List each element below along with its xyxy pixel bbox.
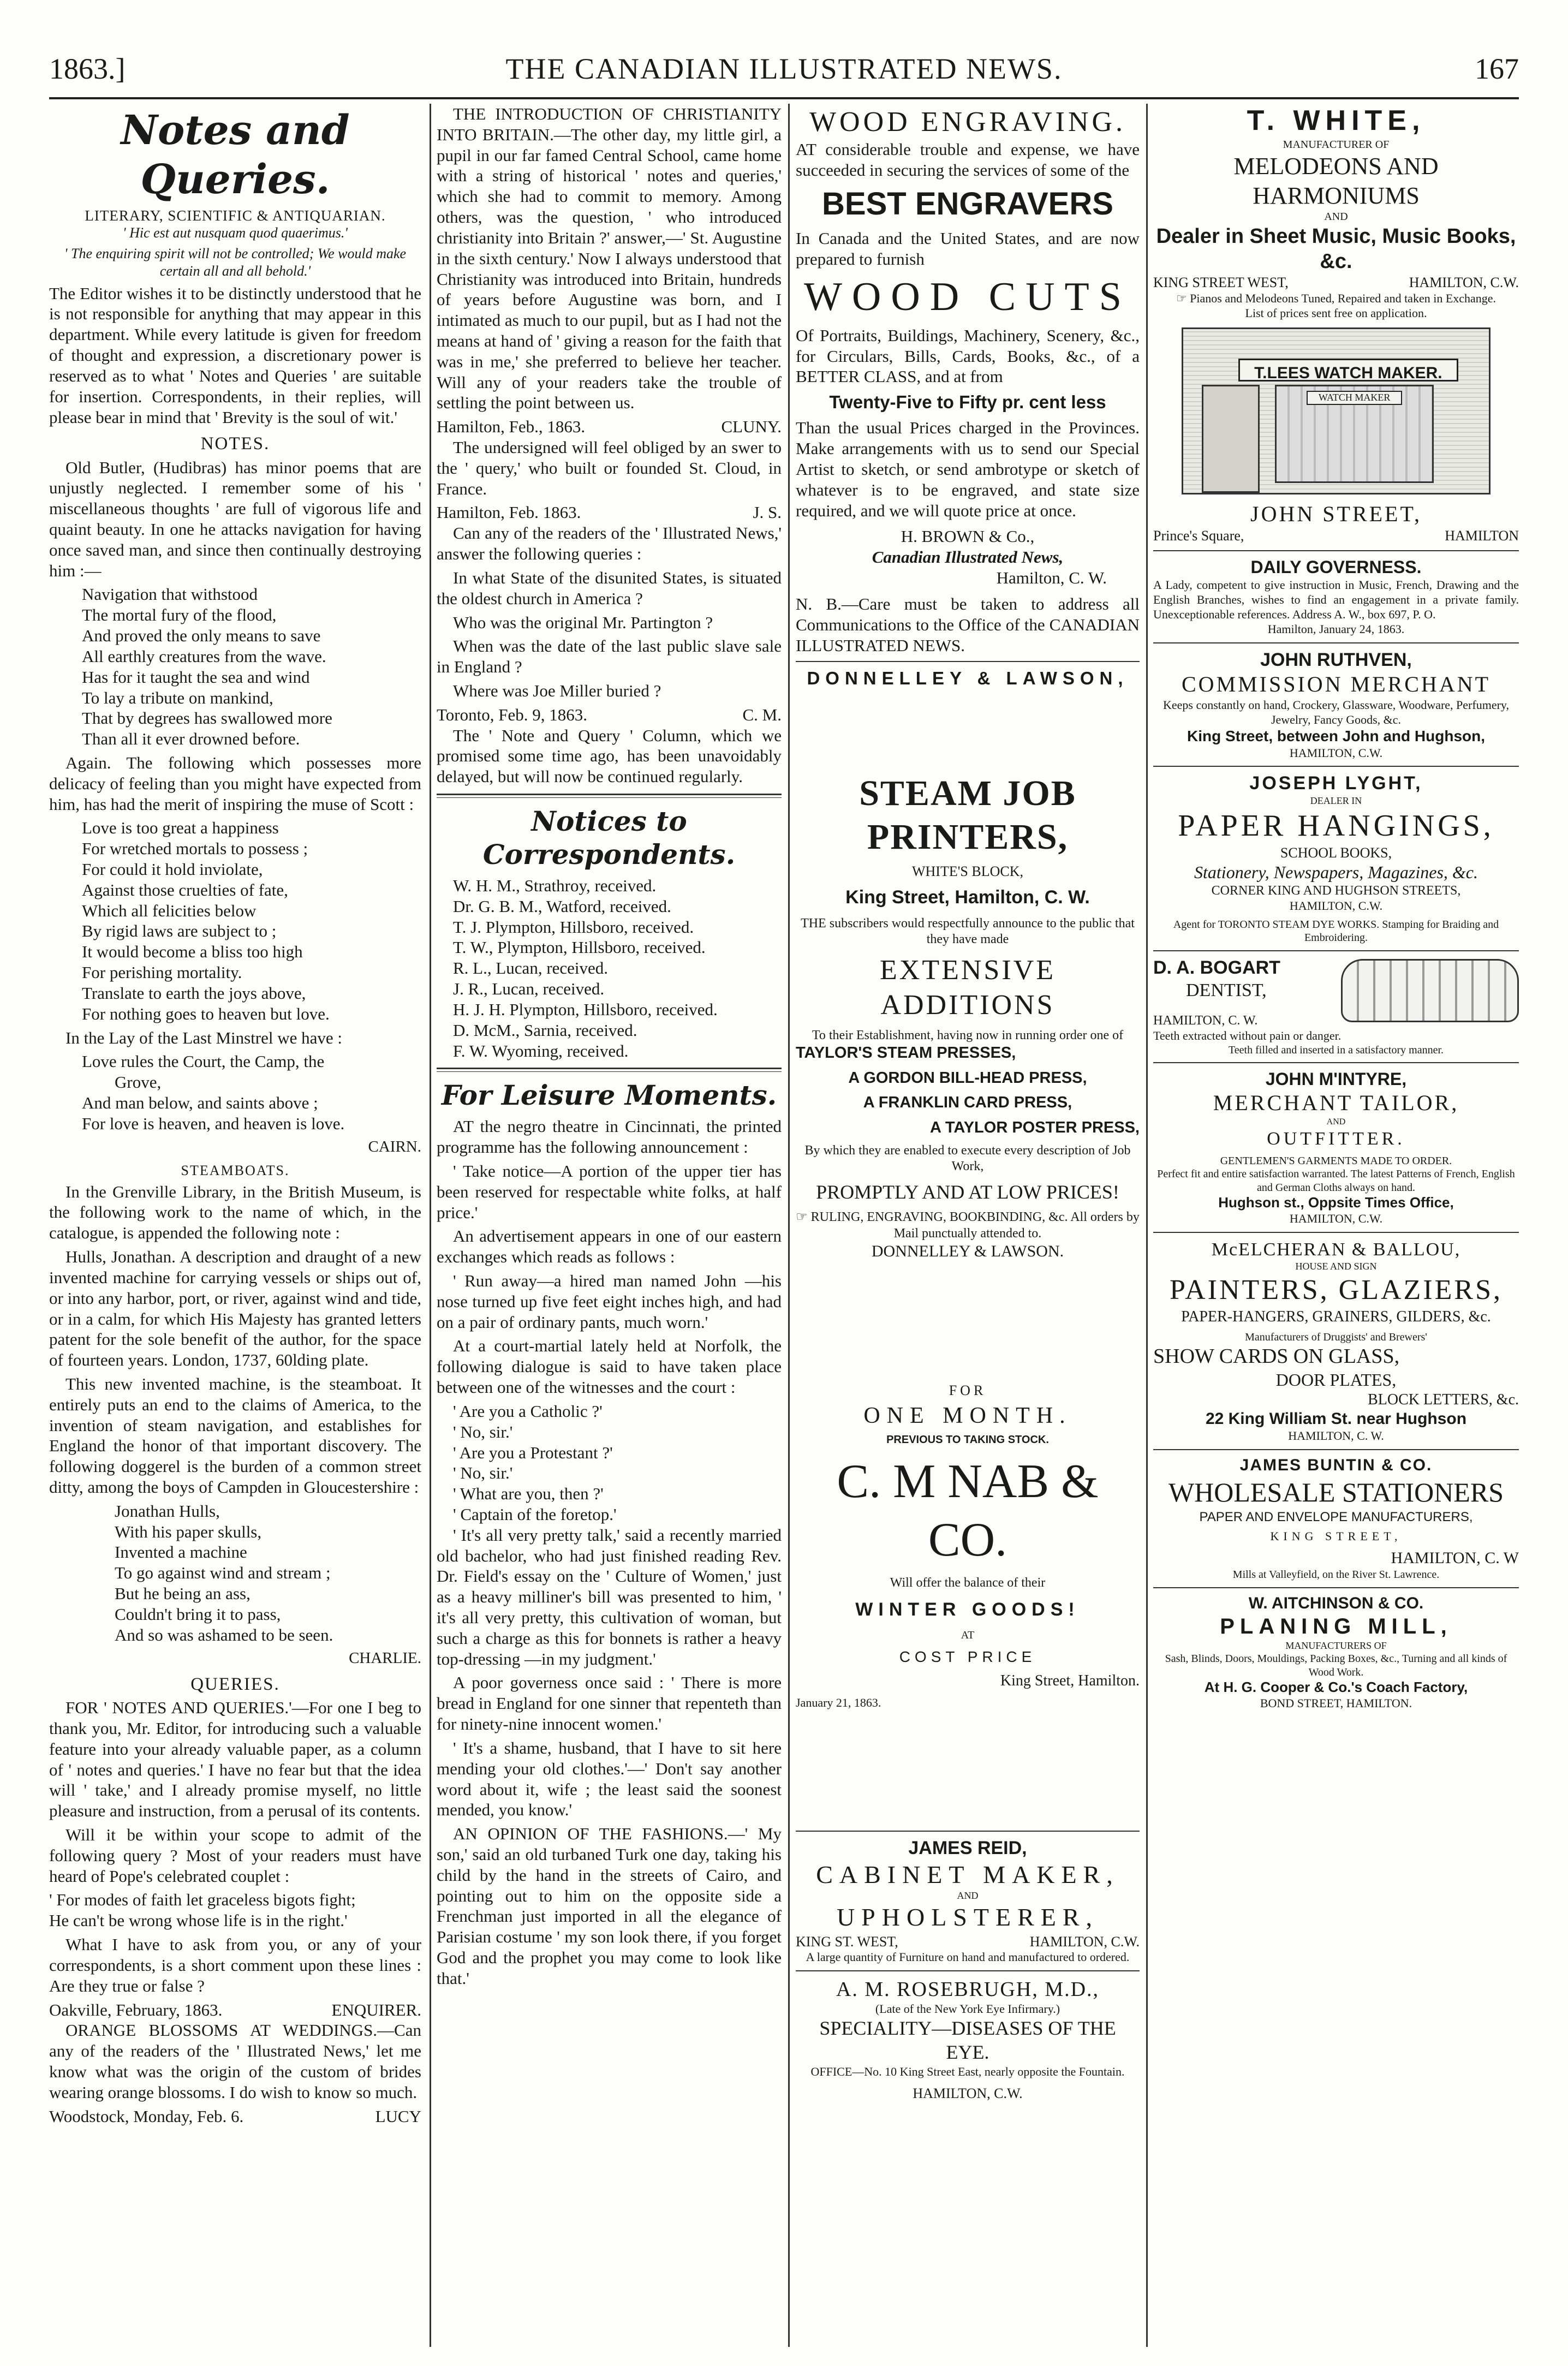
cm-line bbox=[437, 705, 782, 725]
dialogue-line: ' Are you a Protestant ?' bbox=[453, 1443, 613, 1462]
upholsterer: UPHOLSTERER, bbox=[836, 1903, 1099, 1932]
cabinet-maker: CABINET MAKER, bbox=[816, 1861, 1119, 1889]
poem-line: For wretched mortals to possess ; bbox=[82, 839, 308, 859]
editor-intro: The Editor wishes it to be distinctly understood that he is not responsible for anything that may appear in this department. While every latitude is given for freedom of thought and expression, a discretionary power is reserved as to what ' Notes and Queries ' are suitable for insertion. Correspondents, in their replies, will please bear in mind that ' Brevity is the soul of wit.' bbox=[49, 283, 421, 427]
poem-line: Against those cruelties of fate, bbox=[82, 880, 288, 899]
wood-cuts: WOOD CUTS bbox=[804, 275, 1131, 320]
signature-lucy: LUCY bbox=[375, 2106, 421, 2126]
mnab-co: C. M NAB & CO. bbox=[837, 1455, 1099, 1567]
woodstock-line bbox=[49, 2106, 421, 2127]
poem-line: The mortal fury of the flood, bbox=[82, 605, 277, 625]
query-4: Where was Joe Miller buried ? bbox=[453, 681, 661, 700]
donnelley-lawson: DONNELLEY & LAWSON, bbox=[807, 668, 1129, 689]
poem-line: With his paper skulls, bbox=[115, 1522, 262, 1541]
notice-item: D. McM., Sarnia, received. bbox=[453, 1020, 637, 1040]
cost-price: COST PRICE bbox=[899, 1648, 1036, 1665]
steamboats-p2: Hulls, Jonathan. A description and draught of a new invented machine for carrying vessels or ships out of, or into any harbor, port, or river, against wind and tide, or in a calm, for which His Majesty has granted letters patent for the sole benefit of the author, for the space of fourteen years. London, 1737, 60lding plate. bbox=[49, 1247, 421, 1370]
pianos-tuned: ☞ Pianos and Melodeons Tuned, Repaired and taken in Exchange. bbox=[1176, 291, 1497, 305]
dentist-label: DENTIST, bbox=[1186, 980, 1267, 1001]
fashions-paragraph: AN OPINION OF THE FASHIONS.—' My son,' said an old turbaned Turk one day, taking his child by the hand in the streets of Cairo, and pointing out to him on the opposite side a Frenchman just imported in all the elegance of Parisian costume ' my son look there, if you forget God and the prophet you may come to look like that.' bbox=[437, 1824, 782, 1988]
poem-line: To go against wind and stream ; bbox=[115, 1563, 331, 1583]
rosebrugh: A. M. ROSEBRUGH, M.D., bbox=[836, 1978, 1100, 2001]
perfect-fit: Perfect fit and entire satisfaction warranted. The latest Patterns of French, English and German Cloths always on hand. bbox=[1157, 1168, 1515, 1194]
poem-line: And man below, and saints above ; bbox=[82, 1093, 318, 1112]
page-header bbox=[49, 52, 1519, 96]
teeth-extracted: Teeth extracted without pain or danger. bbox=[1153, 1028, 1342, 1042]
poem-line: Has for it taught the sea and wind bbox=[82, 667, 310, 687]
header-page-number: 167 bbox=[1475, 52, 1519, 85]
header-year: 1863.] bbox=[49, 52, 126, 85]
pope-couplet bbox=[49, 1890, 421, 1931]
taylors-presses: TAYLOR'S STEAM PRESSES, bbox=[796, 1044, 1016, 1062]
wood-engraving-intro: AT considerable trouble and expense, we have succeeded in securing the services of some of the bbox=[796, 140, 1140, 180]
mcelcheran-city: HAMILTON, C. W. bbox=[1288, 1429, 1384, 1443]
governess-text: A Lady, competent to give instruction in Music, French, Drawing and the English Branches, wishes to find an engagement in a private family. Unexceptionable references. Address A. W., box 697, P. O. bbox=[1153, 578, 1519, 621]
js-line bbox=[437, 502, 782, 523]
notice-item: T. J. Plympton, Hillsboro, received. bbox=[453, 917, 694, 937]
theatre-quote: ' Take notice—A portion of the upper tier has been reserved for respectable white folks, at half price.' bbox=[437, 1161, 782, 1222]
queries-p3: What I have to ask from you, or any of your correspondents, is a short comment upon these lines : Are they true or false ? bbox=[49, 1935, 421, 1995]
white-city: HAMILTON, C.W. bbox=[1409, 275, 1519, 291]
t-white: T. WHITE, bbox=[1247, 105, 1426, 136]
signature-cm: C. M. bbox=[742, 705, 782, 724]
prices-text: Than the usual Prices charged in the Provinces. Make arrangements with us to send our Special Artist to sketch, or send ambrotype or sketch of whatever is to be engraved, and state size required, and we will quote price at once. bbox=[796, 418, 1140, 520]
one-month: ONE MONTH. bbox=[863, 1403, 1072, 1429]
whites-block: WHITE'S BLOCK, bbox=[911, 863, 1023, 879]
ad-rule bbox=[1153, 766, 1519, 767]
dialogue-line: ' Are you a Catholic ?' bbox=[453, 1401, 603, 1421]
place-date: Hamilton, Feb., 1863. bbox=[437, 417, 586, 437]
price-list: List of prices sent free on application. bbox=[1245, 306, 1427, 320]
school-books: SCHOOL BOOKS, bbox=[1280, 845, 1392, 861]
poem-line: And proved the only means to save bbox=[82, 626, 321, 646]
and-label: AND bbox=[1324, 211, 1348, 223]
previous-stock: PREVIOUS TO TAKING STOCK. bbox=[886, 1434, 1049, 1446]
steam-job-printers: STEAM JOB PRINTERS, bbox=[859, 773, 1076, 857]
poem-line: He can't be wrong whose life is in the right.' bbox=[49, 1911, 348, 1930]
james-reid: JAMES REID, bbox=[908, 1837, 1027, 1858]
courtmartial-paragraph: At a court-martial lately held at Norfolk, the following dialogue is said to have taken place between one of the witnesses and the court : bbox=[437, 1336, 782, 1397]
column-advertisements-2 bbox=[1153, 104, 1519, 2347]
princes-square: Prince's Square, bbox=[1153, 528, 1244, 544]
ad-rule bbox=[1153, 950, 1519, 951]
white-address bbox=[1153, 274, 1519, 291]
notices-heading: Notices to Correspondents. bbox=[482, 805, 736, 871]
poem-line: It would become a bliss too high bbox=[82, 942, 303, 962]
place-date: Toronto, Feb. 9, 1863. bbox=[437, 705, 587, 724]
header-rule bbox=[49, 97, 1519, 99]
poem-line: Than all it ever drowned before. bbox=[82, 729, 300, 749]
notices-list bbox=[453, 875, 782, 1061]
column-notes-and-queries bbox=[49, 104, 421, 2347]
and-label: AND bbox=[957, 1890, 979, 1902]
poem-line: For nothing goes to heaven but love. bbox=[82, 1004, 330, 1023]
john-street: JOHN STREET, bbox=[1250, 501, 1422, 526]
bogart-name: D. A. BOGART bbox=[1153, 957, 1280, 978]
manufacturer-of: MANUFACTURER OF bbox=[1283, 139, 1390, 151]
poem-line: Couldn't bring it to pass, bbox=[115, 1604, 281, 1624]
column-advertisements-1 bbox=[796, 104, 1140, 2347]
james-buntin: JAMES BUNTIN & CO. bbox=[1239, 1456, 1433, 1475]
establishment-text: To their Establishment, having now in running order one of bbox=[812, 1028, 1124, 1043]
lay-paragraph: In the Lay of the Last Minstrel we have : bbox=[65, 1028, 343, 1047]
poem-line: Love rules the Court, the Camp, the bbox=[82, 1052, 325, 1071]
ad-rule bbox=[1153, 1062, 1519, 1063]
john-ruthven: JOHN RUTHVEN, bbox=[1260, 649, 1412, 670]
cooper-factory: At H. G. Cooper & Co.'s Coach Factory, bbox=[1204, 1678, 1468, 1695]
column-rule bbox=[1146, 104, 1148, 2347]
daily-governess: DAILY GOVERNESS. bbox=[1250, 557, 1422, 577]
promptly-line: PROMPTLY AND AT LOW PRICES! bbox=[816, 1181, 1119, 1203]
dialogue-line: ' No, sir.' bbox=[453, 1463, 513, 1483]
ad-rule bbox=[1153, 642, 1519, 643]
window-sign: WATCH MAKER bbox=[1307, 391, 1402, 405]
lees-address bbox=[1153, 527, 1519, 545]
advert-paragraph: An advertisement appears in one of our eastern exchanges which reads as follows : bbox=[437, 1226, 782, 1267]
shame-quote: ' It's a shame, husband, that I have to sit here mending your old clothes.'—' Don't say another word about it, wife ; the least said the soonest mended, you know.' bbox=[437, 1738, 782, 1820]
reid-address bbox=[796, 1933, 1140, 1951]
orange-blossoms: ORANGE BLOSSOMS AT WEDDINGS.—Can any of the readers of the ' Illustrated News,' let me know what was the origin of the custom of brides wearing orange blossoms. I do wish to know so much. bbox=[49, 2021, 421, 2102]
woodstock-date: Woodstock, Monday, Feb. 6. bbox=[49, 2106, 244, 2126]
poem-line: Invented a machine bbox=[115, 1542, 247, 1562]
ruthven-keeps: Keeps constantly on hand, Crockery, Glassware, Woodware, Perfumery, Jewelry, Fancy Goods, &c. bbox=[1162, 698, 1509, 726]
brown-signature: H. BROWN & Co., bbox=[901, 527, 1035, 546]
pretty-talk: ' It's all very pretty talk,' said a recently married old bachelor, who had just finished reading Rev. Dr. Field's essay on the ' Culture of Women,' just as a heavy milliner's bill was presented to him, ' it's all very pretty, this cultivation of woman, but such a charge as this for bonnets is rather a heavy top-dressing —in my judgment.' bbox=[437, 1525, 782, 1668]
lees-city: HAMILTON bbox=[1445, 528, 1519, 544]
dealer-in: DEALER IN bbox=[1310, 795, 1362, 806]
stationery-line: Stationery, Newspapers, Magazines, &c. bbox=[1194, 862, 1478, 882]
ad-rule bbox=[1153, 550, 1519, 551]
poem-line: By rigid laws are subject to ; bbox=[82, 921, 277, 941]
office-address: OFFICE—No. 10 King Street East, nearly opposite the Fountain. bbox=[810, 2065, 1125, 2079]
header-title: THE CANADIAN ILLUSTRATED NEWS. bbox=[505, 52, 1063, 85]
signature-js: J. S. bbox=[753, 503, 782, 522]
notes-title: NOTES. bbox=[200, 434, 270, 454]
furniture-text: A large quantity of Furniture on hand and manufactured to ordered. bbox=[806, 1950, 1130, 1964]
gents-garments: GENTLEMEN'S GARMENTS MADE TO ORDER. bbox=[1220, 1155, 1452, 1167]
dialogue bbox=[453, 1401, 782, 1525]
poem-line: But he being an ass, bbox=[115, 1584, 251, 1604]
governess-date: Hamilton, January 24, 1863. bbox=[1267, 622, 1405, 636]
watchmaker-storefront-illustration bbox=[1182, 327, 1491, 494]
oakville-date: Oakville, February, 1863. bbox=[49, 2000, 223, 2019]
lyght-corner: CORNER KING AND HUGHSON STREETS, bbox=[1211, 883, 1461, 898]
notice-item: J. R., Lucan, received. bbox=[453, 979, 605, 999]
speciality: SPECIALITY—DISEASES OF THE EYE. bbox=[819, 2017, 1116, 2064]
query-3: When was the date of the last public slave sale in England ? bbox=[437, 636, 782, 677]
query-2: Who was the original Mr. Partington ? bbox=[453, 612, 713, 632]
manufacturers-of: MANUFACTURERS OF bbox=[1285, 1640, 1387, 1652]
notice-item: H. J. H. Plympton, Hillsboro, received. bbox=[453, 999, 718, 1019]
ad-rule bbox=[1153, 1449, 1519, 1450]
merchant-tailor: MERCHANT TAILOR, bbox=[1213, 1090, 1459, 1116]
ad-rule bbox=[796, 1970, 1140, 1971]
gordon-press: A GORDON BILL-HEAD PRESS, bbox=[848, 1069, 1087, 1087]
notice-item: R. L., Lucan, received. bbox=[453, 958, 609, 978]
poem-line: Translate to earth the joys above, bbox=[82, 983, 306, 1003]
dye-works-agent: Agent for TORONTO STEAM DYE WORKS. Stamping for Braiding and Embroidering. bbox=[1173, 919, 1499, 944]
column-queries-notices-leisure bbox=[437, 104, 782, 2347]
signature-cairn: CAIRN. bbox=[368, 1137, 421, 1155]
druggists-brewers: Manufacturers of Druggists' and Brewers' bbox=[1245, 1331, 1427, 1343]
king-william-address: 22 King William St. near Hughson bbox=[1205, 1409, 1467, 1428]
poem-line: And so was ashamed to be seen. bbox=[115, 1625, 333, 1644]
ad-rule bbox=[796, 1831, 1140, 1832]
queries-p1: FOR ' NOTES AND QUERIES.'—For one I beg to thank you, Mr. Editor, for introducing such a valuable feature into your already valuable paper, as a column of ' notes and queries.' I have no fear but that the idea will ' take,' and I already promise myself, no little pleasure and instruction, from a perusal of its contents. bbox=[49, 1698, 421, 1821]
teeth-illustration bbox=[1341, 959, 1519, 1022]
bogart-city: HAMILTON, C. W. bbox=[1153, 1013, 1258, 1028]
paper-envelope: PAPER AND ENVELOPE MANUFACTURERS, bbox=[1199, 1509, 1473, 1524]
motto-latin: ' Hic est aut nusquam quod quaerimus.' bbox=[123, 225, 348, 241]
poem-hulls bbox=[115, 1501, 421, 1646]
extensive-additions: EXTENSIVE ADDITIONS bbox=[880, 955, 1056, 1021]
butler-paragraph: Old Butler, (Hudibras) has minor poems that are unjustly neglected. I remember some of his ' miscellaneous thoughts ' are full of vigorous life and quaint beauty. In one he attacks navigation for having once saved man, and since then continually destroying him :— bbox=[49, 457, 421, 580]
and-label-2: AND bbox=[1326, 1117, 1346, 1127]
lyght-city: HAMILTON, C.W. bbox=[1289, 899, 1383, 913]
for-label: FOR bbox=[949, 1382, 987, 1398]
melodeons-harmoniums: MELODEONS AND HARMONIUMS bbox=[1233, 152, 1439, 209]
query-1: In what State of the disunited States, is situated the oldest church in America ? bbox=[437, 568, 782, 608]
column-rule bbox=[788, 104, 790, 2347]
steamboats-p3: This new invented machine, is the steamboat. It entirely puts an end to the claims of America, to the invention of steam navigation, and establishes for England the honor of that important discovery. The following doggerel is the burden of a common street ditty, among the boys of Campden in Gloucestershire : bbox=[49, 1374, 421, 1497]
mcelcheran-ballou: McELCHERAN & BALLOU, bbox=[1211, 1239, 1461, 1260]
poem-love bbox=[82, 818, 421, 1024]
poem-line: For perishing mortality. bbox=[82, 963, 242, 982]
motto-english: ' The enquiring spirit will not be controlled; We would make certain all and all behold.' bbox=[64, 246, 407, 279]
poem-line: Love is too great a happiness bbox=[82, 818, 279, 838]
planing-mill: PLANING MILL, bbox=[1220, 1614, 1452, 1639]
ad-spacer bbox=[796, 1716, 1140, 1825]
dialogue-line: ' What are you, then ?' bbox=[453, 1484, 604, 1504]
poem-line: Which all felicities below bbox=[82, 901, 257, 920]
poster-press: A TAYLOR POSTER PRESS, bbox=[929, 1118, 1140, 1136]
shop-window bbox=[1275, 385, 1434, 483]
poem-line: To lay a tribute on mankind, bbox=[82, 688, 273, 707]
franklin-press: A FRANKLIN CARD PRESS, bbox=[863, 1094, 1072, 1112]
ad-spacer bbox=[796, 690, 1140, 772]
buntin-street: KING STREET, bbox=[1270, 1529, 1402, 1543]
notice-item: W. H. M., Strathroy, received. bbox=[453, 876, 657, 895]
hamilton-end: HAMILTON, C.W. bbox=[913, 2085, 1023, 2101]
poem-line: Navigation that withstood bbox=[82, 585, 258, 604]
ruthven-address: King Street, between John and Hughson, bbox=[1187, 728, 1486, 745]
poem-line: That by degrees has swallowed more bbox=[82, 708, 332, 728]
wood-engraving-heading: WOOD ENGRAVING. bbox=[809, 106, 1126, 138]
notice-item: Dr. G. B. M., Watford, received. bbox=[453, 896, 671, 916]
hamilton-cw: Hamilton, C. W. bbox=[996, 568, 1107, 588]
notice-item: F. W. Wyoming, received. bbox=[453, 1041, 629, 1060]
ad-rule bbox=[796, 661, 1140, 662]
buntin-city: HAMILTON, C. W bbox=[1391, 1548, 1519, 1567]
section-rule bbox=[437, 794, 782, 798]
leisure-heading: For Leisure Moments. bbox=[441, 1079, 777, 1112]
poem-navigation bbox=[82, 584, 421, 749]
dialogue-line: ' Captain of the foretop.' bbox=[453, 1504, 617, 1524]
will-offer: Will offer the balance of their bbox=[890, 1575, 1046, 1590]
door-plates: DOOR PLATES, bbox=[1275, 1369, 1397, 1390]
notes-subheading: LITERARY, SCIENTIFIC & ANTIQUARIAN. bbox=[85, 207, 386, 224]
best-engravers: BEST ENGRAVERS bbox=[822, 186, 1113, 222]
poem-line: For could it hold inviolate, bbox=[82, 860, 263, 879]
at-label: AT bbox=[961, 1629, 975, 1642]
in-canada: In Canada and the United States, and are now prepared to furnish bbox=[796, 228, 1140, 269]
mintyre-city: HAMILTON, C.W. bbox=[1289, 1211, 1383, 1225]
portraits-text: Of Portraits, Buildings, Machinery, Scenery, &c., for Circulars, Bills, Cards, Books, &c., of a BETTER CLASS, and at from bbox=[796, 325, 1140, 386]
twenty-five-line: Twenty-Five to Fifty pr. cent less bbox=[829, 392, 1106, 413]
again-paragraph: Again. The following which possesses more delicacy of feeling than you might have expected from him, has had the merit of inspiring the muse of Scott : bbox=[49, 753, 421, 814]
poem-line: ' For modes of faith let graceless bigots fight; bbox=[49, 1890, 356, 1910]
bogart-ad bbox=[1153, 957, 1519, 1029]
ad-rule bbox=[1153, 1232, 1519, 1233]
reid-street: KING ST. WEST, bbox=[796, 1933, 898, 1950]
queries-title: QUERIES. bbox=[190, 1674, 280, 1694]
king-street-hamilton: King Street, Hamilton, C. W. bbox=[845, 887, 1090, 908]
announce-text: THE subscribers would respectfully announce to the public that they have made bbox=[801, 916, 1135, 947]
reid-city: HAMILTON, C.W. bbox=[1029, 1933, 1140, 1950]
cluny-line bbox=[437, 416, 782, 437]
poem-line: For love is heaven, and heaven is love. bbox=[82, 1113, 345, 1133]
bond-street: BOND STREET, HAMILTON. bbox=[1260, 1696, 1412, 1710]
oakville-line bbox=[49, 2000, 421, 2021]
place-date: Hamilton, Feb. 1863. bbox=[437, 503, 581, 522]
section-rule bbox=[437, 1068, 782, 1072]
poem-line: All earthly creatures from the wave. bbox=[82, 646, 326, 666]
notice-item: T. W., Plympton, Hillsboro, received. bbox=[453, 938, 706, 957]
house-sign: HOUSE AND SIGN bbox=[1295, 1261, 1377, 1272]
poem-lay bbox=[82, 1051, 421, 1134]
wholesale-stationers: WHOLESALE STATIONERS bbox=[1168, 1476, 1504, 1507]
ruthven-city: HAMILTON, C.W. bbox=[1289, 746, 1383, 760]
can-any-paragraph: Can any of the readers of the ' Illustrated News,' answer the following queries : bbox=[437, 523, 782, 564]
shop-door bbox=[1202, 385, 1260, 493]
late-infirmary: (Late of the New York Eye Infirmary.) bbox=[875, 2002, 1060, 2016]
governess-quote: A poor governess once said : ' There is more bread in England for one sinner that repenteth than for ninety-nine innocent women.' bbox=[437, 1673, 782, 1734]
enabled-text: By which they are enabled to execute every description of Job Work, bbox=[804, 1143, 1131, 1174]
poem-line: Jonathan Hulls, bbox=[115, 1501, 220, 1521]
donnelley-signature: DONNELLEY & LAWSON. bbox=[871, 1242, 1064, 1260]
ad-rule bbox=[1153, 1587, 1519, 1588]
paper-hangers: PAPER-HANGERS, GRAINERS, GILDERS, &c. bbox=[1181, 1308, 1491, 1325]
steamboats-title: STEAMBOATS. bbox=[181, 1162, 290, 1178]
teeth-filled: Teeth filled and inserted in a satisfactory manner. bbox=[1228, 1044, 1444, 1056]
column-rule bbox=[430, 104, 431, 2347]
signature-cluny: CLUNY. bbox=[721, 417, 782, 437]
steamboats-p1: In the Grenville Library, in the British Museum, is the following work to the name of which, in the catalogue, is appended the following note : bbox=[49, 1182, 421, 1243]
st-cloud-query: The undersigned will feel obliged by an swer to the ' query,' who built or founded St. Cloud, in France. bbox=[437, 438, 782, 498]
ruling-text: ☞ RULING, ENGRAVING, BOOKBINDING, &c. All orders by Mail punctually attended to. bbox=[796, 1210, 1140, 1241]
ad-spacer bbox=[796, 1262, 1140, 1382]
sheet-music: Dealer in Sheet Music, Music Books, &c. bbox=[1156, 224, 1516, 273]
dialogue-line: ' No, sir.' bbox=[453, 1422, 513, 1441]
theatre-paragraph: AT the negro theatre in Cincinnati, the printed programme has the following announcement : bbox=[437, 1117, 782, 1157]
winter-goods: WINTER GOODS! bbox=[855, 1599, 1080, 1620]
hughson-address: Hughson st., Oppsite Times Office, bbox=[1218, 1194, 1454, 1211]
signature-enquirer: ENQUIRER. bbox=[331, 2000, 421, 2019]
white-street: KING STREET WEST, bbox=[1153, 275, 1289, 291]
painters-glaziers: PAINTERS, GLAZIERS, bbox=[1169, 1274, 1503, 1306]
joseph-lyght: JOSEPH LYGHT, bbox=[1249, 773, 1423, 794]
poem-line: Grove, bbox=[115, 1072, 162, 1092]
paper-hangings: PAPER HANGINGS, bbox=[1178, 808, 1494, 843]
nb-notice: N. B.—Care must be taken to address all Communications to the Office of the CANADIAN ILLUSTRATED NEWS. bbox=[796, 594, 1140, 655]
signature-charlie: CHARLIE. bbox=[349, 1649, 421, 1667]
runaway-quote: ' Run away—a hired man named John —his nose turned up five feet eight inches high, and had on a pair of ordinary pants, much worn.' bbox=[437, 1271, 782, 1332]
valleyfield-mills: Mills at Valleyfield, on the River St. Lawrence. bbox=[1232, 1569, 1440, 1581]
king-street-hamilton-2: King Street, Hamilton. bbox=[1000, 1672, 1140, 1689]
outfitter: OUTFITTER. bbox=[1267, 1128, 1405, 1149]
january-date: January 21, 1863. bbox=[796, 1696, 881, 1710]
paper-name: Canadian Illustrated News, bbox=[872, 547, 1064, 567]
notes-queries-heading: Notes and Queries. bbox=[121, 107, 350, 204]
show-cards: SHOW CARDS ON GLASS, bbox=[1153, 1345, 1400, 1368]
commission-merchant: COMMISSION MERCHANT bbox=[1181, 671, 1491, 696]
delay-paragraph: The ' Note and Query ' Column, which we promised some time ago, has been unavoidably delayed, but will now be continued regularly. bbox=[437, 725, 782, 786]
block-letters: BLOCK LETTERS, &c. bbox=[1368, 1391, 1519, 1408]
queries-p2: Will it be within your scope to admit of the following query ? Most of your readers must have heard of Pope's celebrated couplet : bbox=[49, 1825, 421, 1886]
shop-sign: T.LEES WATCH MAKER. bbox=[1238, 359, 1458, 382]
sash-blinds: Sash, Blinds, Doors, Mouldings, Packing Boxes, &c., Turning and all kinds of Wood Work. bbox=[1165, 1653, 1507, 1678]
john-mintyre: JOHN M'INTYRE, bbox=[1265, 1069, 1407, 1089]
aitchinson-co: W. AITCHINSON & CO. bbox=[1248, 1594, 1424, 1612]
christianity-query: THE INTRODUCTION OF CHRISTIANITY INTO BRITAIN.—The other day, my little girl, a pupil in our far famed Central School, came home with a string of historical ' notes and queries,' which she had to commit to memory. Among others, was the question, ' who introduced christianity into Britain ?' answer,—' St. Augustine in the sixth century.' Now I always understood that Christianity was introduced into Britain, hundreds of years before Augustine was born, and I intimated as much to our pupil, but as I had not the means at hand of ' giving a reason for the faith that was in me,' she preferred to believe her teacher. Will any of your readers take the trouble of settling the point between us. bbox=[437, 104, 782, 413]
